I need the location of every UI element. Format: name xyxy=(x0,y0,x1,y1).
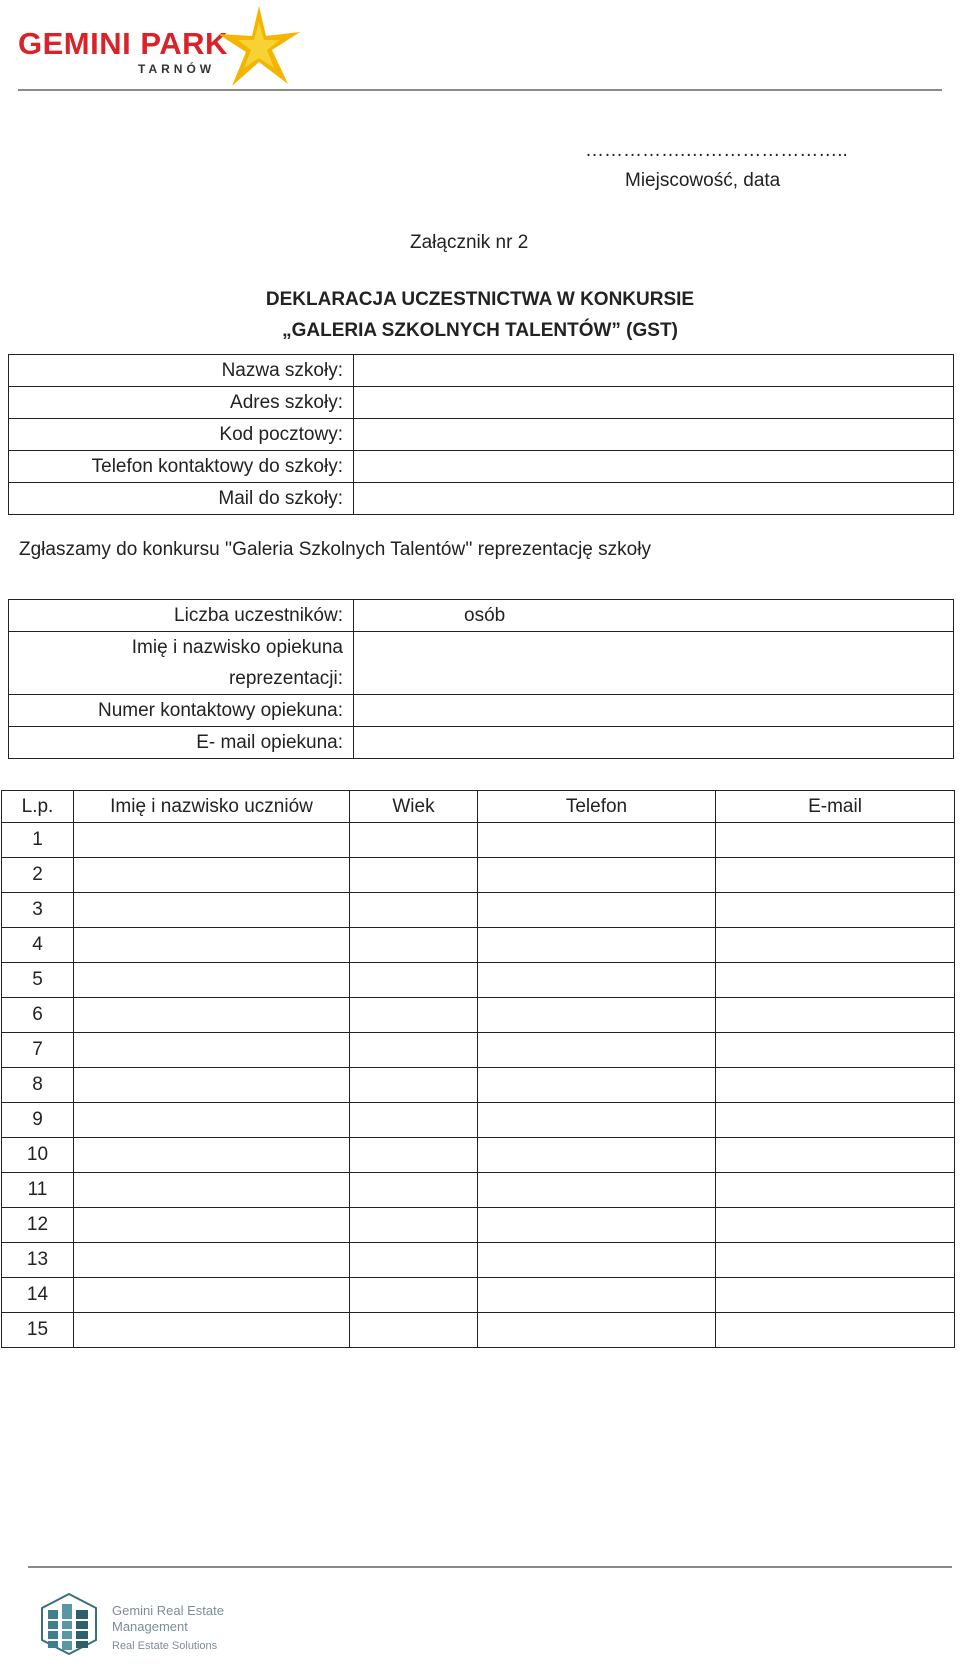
email-cell[interactable] xyxy=(716,893,955,928)
phone-cell[interactable] xyxy=(478,893,716,928)
guardian-phone-label: Numer kontaktowy opiekuna: xyxy=(9,695,354,727)
age-cell[interactable] xyxy=(350,858,478,893)
guardian-email-label: E- mail opiekuna: xyxy=(9,727,354,759)
email-cell[interactable] xyxy=(716,998,955,1033)
student-name-cell[interactable] xyxy=(74,1313,350,1348)
table-row xyxy=(2,928,955,963)
student-name-cell[interactable] xyxy=(74,1068,350,1103)
school-address-field[interactable] xyxy=(354,387,954,419)
table-row xyxy=(2,1103,955,1138)
row-number: 9 xyxy=(2,1103,74,1138)
footer-company-line1: Gemini Real Estate xyxy=(112,1603,224,1618)
table-row xyxy=(2,1313,955,1348)
row-number: 8 xyxy=(2,1068,74,1103)
student-name-cell[interactable] xyxy=(74,858,350,893)
age-cell[interactable] xyxy=(350,1313,478,1348)
logo-main-text: GEMINI PARK xyxy=(18,26,228,61)
table-row xyxy=(2,1243,955,1278)
guardian-name-label-line2: reprezentacji: xyxy=(228,668,343,689)
school-mail-label: Mail do szkoły: xyxy=(9,483,354,515)
document-title-line1: DEKLARACJA UCZESTNICTWA W KONKURSIE xyxy=(265,289,695,310)
guardian-phone-field[interactable] xyxy=(354,695,954,727)
student-name-cell[interactable] xyxy=(74,928,350,963)
email-cell[interactable] xyxy=(716,823,955,858)
table-row xyxy=(2,1068,955,1103)
participants-field[interactable] xyxy=(354,600,954,632)
table-row xyxy=(2,1278,955,1313)
table-row xyxy=(9,695,954,727)
footer-divider xyxy=(28,1566,952,1568)
students-body xyxy=(2,823,955,1348)
place-date-dots: …………….…………………….. xyxy=(585,140,848,161)
school-info-table xyxy=(8,354,954,515)
student-name-cell[interactable] xyxy=(74,1208,350,1243)
student-name-cell[interactable] xyxy=(74,1138,350,1173)
declaration-sentence: Zgłaszamy do konkursu ''Galeria Szkolnych Talentów'' reprezentację szkoły xyxy=(19,539,651,560)
email-cell[interactable] xyxy=(716,1068,955,1103)
email-cell[interactable] xyxy=(716,1208,955,1243)
row-number: 11 xyxy=(2,1173,74,1208)
header-divider xyxy=(18,89,942,91)
email-cell[interactable] xyxy=(716,1278,955,1313)
phone-cell[interactable] xyxy=(478,1068,716,1103)
row-number: 10 xyxy=(2,1138,74,1173)
email-cell[interactable] xyxy=(716,1173,955,1208)
age-cell[interactable] xyxy=(350,1138,478,1173)
logo-sub-text: TARNÓW xyxy=(138,62,216,76)
guardian-email-field[interactable] xyxy=(354,727,954,759)
age-cell[interactable] xyxy=(350,1243,478,1278)
email-cell[interactable] xyxy=(716,1103,955,1138)
guardian-name-label-line1: Imię i nazwisko opiekuna xyxy=(131,637,343,658)
representation-table xyxy=(8,599,954,759)
school-name-field[interactable] xyxy=(354,355,954,387)
row-number: 3 xyxy=(2,893,74,928)
table-row xyxy=(9,483,954,515)
student-name-cell[interactable] xyxy=(74,1173,350,1208)
table-row xyxy=(2,998,955,1033)
age-cell[interactable] xyxy=(350,963,478,998)
postal-code-label: Kod pocztowy: xyxy=(9,419,354,451)
row-number: 12 xyxy=(2,1208,74,1243)
age-cell[interactable] xyxy=(350,1068,478,1103)
footer-company-line2: Management xyxy=(112,1619,188,1634)
row-number: 5 xyxy=(2,963,74,998)
email-cell[interactable] xyxy=(716,1243,955,1278)
grem-logo-icon xyxy=(38,1592,100,1660)
school-mail-field[interactable] xyxy=(354,483,954,515)
table-row xyxy=(2,1173,955,1208)
header-email: E-mail xyxy=(716,791,955,823)
phone-cell[interactable] xyxy=(478,928,716,963)
header-phone: Telefon xyxy=(478,791,716,823)
email-cell[interactable] xyxy=(716,1313,955,1348)
attachment-label: Załącznik nr 2 xyxy=(410,232,529,253)
table-row xyxy=(2,963,955,998)
participants-label: Liczba uczestników: xyxy=(9,600,354,632)
students-table xyxy=(1,790,955,1348)
student-name-cell[interactable] xyxy=(74,893,350,928)
age-cell[interactable] xyxy=(350,893,478,928)
student-name-cell[interactable] xyxy=(74,1278,350,1313)
email-cell[interactable] xyxy=(716,858,955,893)
school-address-label: Adres szkoły: xyxy=(9,387,354,419)
row-number: 13 xyxy=(2,1243,74,1278)
table-row xyxy=(9,727,954,759)
phone-cell[interactable] xyxy=(478,1208,716,1243)
table-row xyxy=(2,823,955,858)
document-title-line2: „GALERIA SZKOLNYCH TALENTÓW” (GST) xyxy=(282,320,678,341)
phone-cell[interactable] xyxy=(478,1313,716,1348)
guardian-name-label xyxy=(9,632,354,695)
age-cell[interactable] xyxy=(350,928,478,963)
participants-unit: osób xyxy=(464,605,506,626)
star-icon xyxy=(214,4,304,90)
school-name-label: Nazwa szkoły: xyxy=(9,355,354,387)
age-cell[interactable] xyxy=(350,1208,478,1243)
table-row xyxy=(9,387,954,419)
row-number: 4 xyxy=(2,928,74,963)
age-cell[interactable] xyxy=(350,1173,478,1208)
student-name-cell[interactable] xyxy=(74,1243,350,1278)
row-number: 1 xyxy=(2,823,74,858)
table-row xyxy=(9,355,954,387)
guardian-name-field[interactable] xyxy=(354,632,954,695)
table-row xyxy=(9,419,954,451)
table-row xyxy=(2,1033,955,1068)
phone-cell[interactable] xyxy=(478,823,716,858)
email-cell[interactable] xyxy=(716,1033,955,1068)
table-row xyxy=(2,893,955,928)
table-row xyxy=(2,1138,955,1173)
header-age: Wiek xyxy=(350,791,478,823)
place-date-label: Miejscowość, data xyxy=(625,170,781,191)
phone-cell[interactable] xyxy=(478,1033,716,1068)
student-name-cell[interactable] xyxy=(74,1033,350,1068)
age-cell[interactable] xyxy=(350,1103,478,1138)
table-row xyxy=(9,451,954,483)
phone-cell[interactable] xyxy=(478,1138,716,1173)
phone-cell[interactable] xyxy=(478,963,716,998)
table-row xyxy=(9,600,954,632)
age-cell[interactable] xyxy=(350,1278,478,1313)
table-row xyxy=(9,632,954,695)
gemini-park-logo xyxy=(18,8,293,88)
row-number: 14 xyxy=(2,1278,74,1313)
phone-cell[interactable] xyxy=(478,858,716,893)
row-number: 2 xyxy=(2,858,74,893)
table-row xyxy=(2,858,955,893)
phone-cell[interactable] xyxy=(478,1173,716,1208)
school-phone-label: Telefon kontaktowy do szkoły: xyxy=(9,451,354,483)
phone-cell[interactable] xyxy=(478,998,716,1033)
student-name-cell[interactable] xyxy=(74,823,350,858)
phone-cell[interactable] xyxy=(478,1278,716,1313)
age-cell[interactable] xyxy=(350,1033,478,1068)
header-student-name: Imię i nazwisko uczniów xyxy=(74,791,350,823)
row-number: 6 xyxy=(2,998,74,1033)
table-row xyxy=(2,1208,955,1243)
email-cell[interactable] xyxy=(716,928,955,963)
student-name-cell[interactable] xyxy=(74,963,350,998)
email-cell[interactable] xyxy=(716,1138,955,1173)
school-phone-field[interactable] xyxy=(354,451,954,483)
postal-code-field[interactable] xyxy=(354,419,954,451)
age-cell[interactable] xyxy=(350,823,478,858)
row-number: 7 xyxy=(2,1033,74,1068)
header-lp: L.p. xyxy=(2,791,74,823)
student-name-cell[interactable] xyxy=(74,998,350,1033)
row-number: 15 xyxy=(2,1313,74,1348)
age-cell[interactable] xyxy=(350,998,478,1033)
email-cell[interactable] xyxy=(716,963,955,998)
phone-cell[interactable] xyxy=(478,1243,716,1278)
student-name-cell[interactable] xyxy=(74,1103,350,1138)
students-header-row xyxy=(2,791,955,823)
phone-cell[interactable] xyxy=(478,1103,716,1138)
footer-tagline: Real Estate Solutions xyxy=(112,1640,218,1652)
